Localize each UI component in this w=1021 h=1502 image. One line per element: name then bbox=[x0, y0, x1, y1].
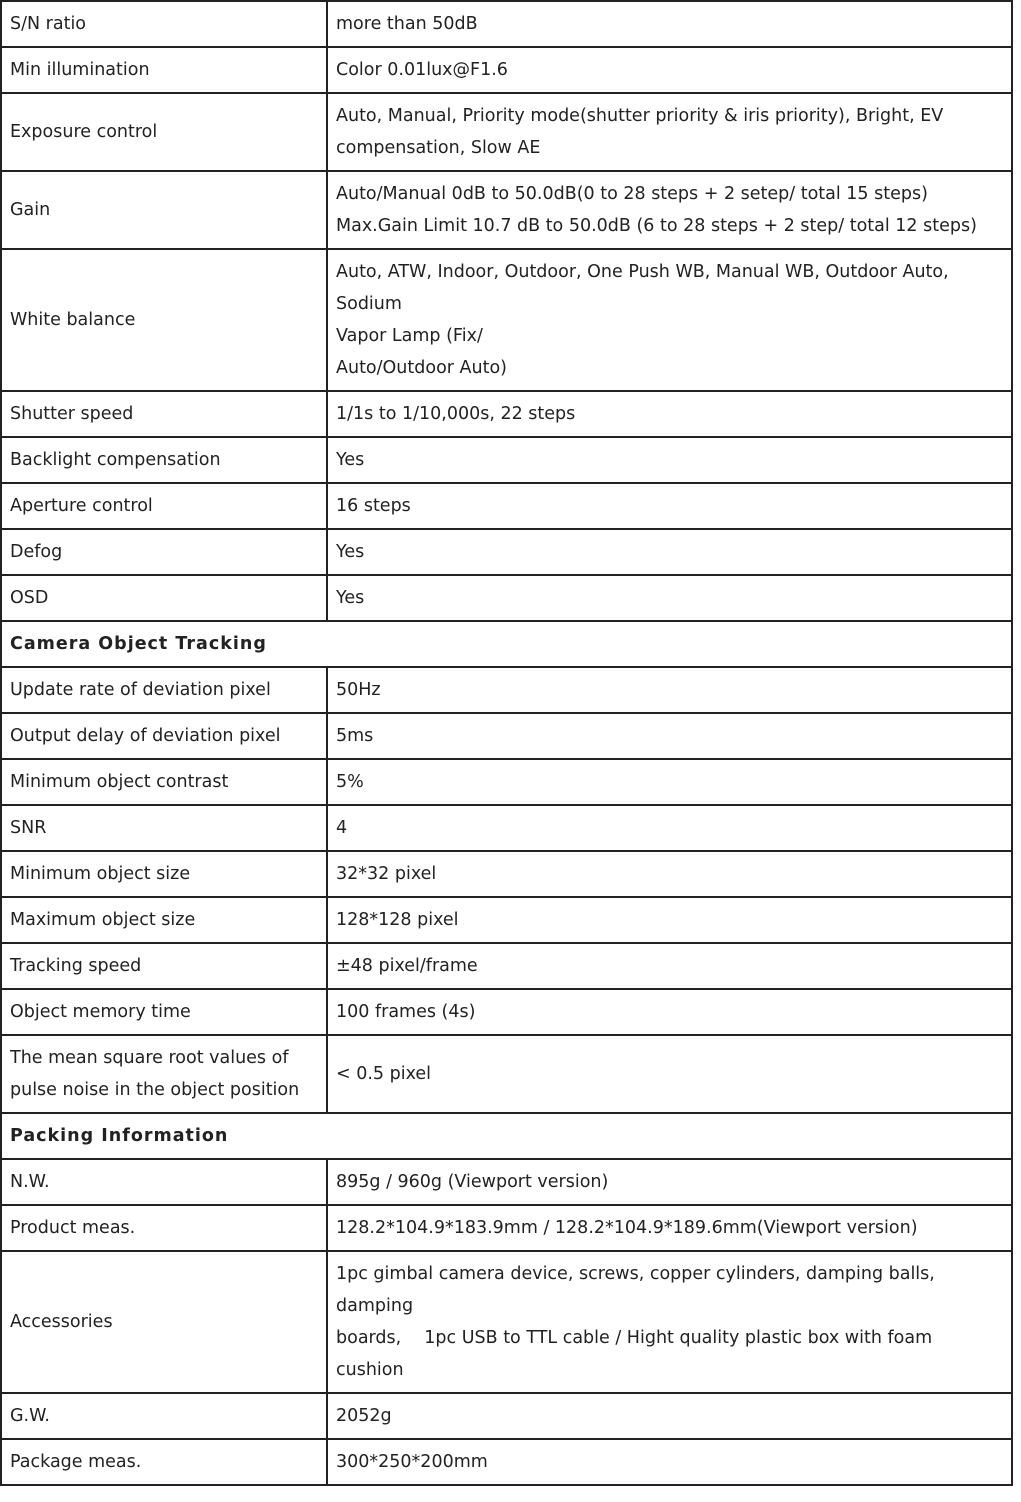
spec-value bbox=[327, 249, 1012, 391]
section-header-row bbox=[1, 621, 1012, 667]
spec-value bbox=[327, 391, 1012, 437]
section-title: Packing Information bbox=[1, 1113, 1012, 1159]
spec-label: Minimum object contrast bbox=[1, 759, 327, 805]
spec-value-line: 1/1s to 1/10,000s, 22 steps bbox=[336, 404, 576, 424]
table-row bbox=[1, 1393, 1012, 1439]
spec-label: Exposure control bbox=[1, 93, 327, 171]
spec-value-line: 895g / 960g (Viewport version) bbox=[336, 1172, 609, 1192]
table-row bbox=[1, 575, 1012, 621]
section-title: Camera Object Tracking bbox=[1, 621, 1012, 667]
spec-label: Output delay of deviation pixel bbox=[1, 713, 327, 759]
spec-value-line: 4 bbox=[336, 818, 348, 838]
spec-value-line: Auto, ATW, Indoor, Outdoor, One Push WB, Manual WB, Outdoor Auto, Sodium bbox=[336, 262, 949, 314]
spec-label: Shutter speed bbox=[1, 391, 327, 437]
spec-value bbox=[327, 989, 1012, 1035]
spec-value bbox=[327, 713, 1012, 759]
spec-value bbox=[327, 437, 1012, 483]
table-row bbox=[1, 759, 1012, 805]
spec-value-line: Max.Gain Limit 10.7 dB to 50.0dB (6 to 28 steps + 2 step/ total 12 steps) bbox=[336, 216, 977, 236]
spec-value bbox=[327, 1035, 1012, 1113]
spec-value bbox=[327, 1439, 1012, 1485]
spec-value bbox=[327, 1393, 1012, 1439]
spec-value-line: Yes bbox=[336, 588, 365, 608]
table-row bbox=[1, 93, 1012, 171]
spec-label: Minimum object size bbox=[1, 851, 327, 897]
spec-value-line: 1pc gimbal camera device, screws, copper cylinders, damping balls, damping bbox=[336, 1264, 935, 1316]
table-row bbox=[1, 1251, 1012, 1393]
spec-value-line: boards, 1pc USB to TTL cable / Hight quality plastic box with foam cushion bbox=[336, 1328, 933, 1380]
spec-value bbox=[327, 759, 1012, 805]
table-row bbox=[1, 805, 1012, 851]
spec-label: Defog bbox=[1, 529, 327, 575]
spec-value bbox=[327, 1205, 1012, 1251]
spec-label: White balance bbox=[1, 249, 327, 391]
spec-value-line: Yes bbox=[336, 450, 365, 470]
table-row bbox=[1, 249, 1012, 391]
spec-label: N.W. bbox=[1, 1159, 327, 1205]
table-row bbox=[1, 391, 1012, 437]
spec-value-line: Auto/Outdoor Auto) bbox=[336, 358, 507, 378]
spec-label: Maximum object size bbox=[1, 897, 327, 943]
spec-value-line: 16 steps bbox=[336, 496, 411, 516]
table-row bbox=[1, 667, 1012, 713]
table-row bbox=[1, 851, 1012, 897]
spec-label: Package meas. bbox=[1, 1439, 327, 1485]
spec-value-line: 100 frames (4s) bbox=[336, 1002, 476, 1022]
table-row bbox=[1, 713, 1012, 759]
spec-value-line: more than 50dB bbox=[336, 14, 478, 34]
spec-value-line: 50Hz bbox=[336, 680, 381, 700]
spec-value bbox=[327, 897, 1012, 943]
table-row bbox=[1, 1, 1012, 47]
spec-label: Backlight compensation bbox=[1, 437, 327, 483]
spec-value-line: 128*128 pixel bbox=[336, 910, 459, 930]
spec-value bbox=[327, 667, 1012, 713]
spec-value bbox=[327, 851, 1012, 897]
spec-value-line: 5ms bbox=[336, 726, 374, 746]
table-row bbox=[1, 1035, 1012, 1113]
spec-value bbox=[327, 805, 1012, 851]
spec-value-line: ±48 pixel/frame bbox=[336, 956, 478, 976]
spec-label: The mean square root values of pulse noise in the object position bbox=[1, 1035, 327, 1113]
spec-value bbox=[327, 93, 1012, 171]
spec-value bbox=[327, 1159, 1012, 1205]
table-row bbox=[1, 943, 1012, 989]
table-row bbox=[1, 1159, 1012, 1205]
spec-value bbox=[327, 47, 1012, 93]
spec-value bbox=[327, 575, 1012, 621]
table-row bbox=[1, 171, 1012, 249]
spec-label: G.W. bbox=[1, 1393, 327, 1439]
spec-label: Accessories bbox=[1, 1251, 327, 1393]
spec-label: SNR bbox=[1, 805, 327, 851]
spec-label: Update rate of deviation pixel bbox=[1, 667, 327, 713]
table-row bbox=[1, 529, 1012, 575]
spec-label: Tracking speed bbox=[1, 943, 327, 989]
table-row bbox=[1, 483, 1012, 529]
spec-value-line: Vapor Lamp (Fix/ bbox=[336, 326, 483, 346]
table-row bbox=[1, 1205, 1012, 1251]
spec-value-line: 5% bbox=[336, 772, 364, 792]
spec-label: Object memory time bbox=[1, 989, 327, 1035]
spec-label: Gain bbox=[1, 171, 327, 249]
spec-value-line: 32*32 pixel bbox=[336, 864, 437, 884]
spec-label: Aperture control bbox=[1, 483, 327, 529]
spec-value-line: Auto, Manual, Priority mode(shutter priority & iris priority), Bright, EV bbox=[336, 106, 944, 126]
spec-value bbox=[327, 171, 1012, 249]
table-row bbox=[1, 1439, 1012, 1485]
spec-value-line: 2052g bbox=[336, 1406, 392, 1426]
spec-value bbox=[327, 1, 1012, 47]
spec-value-line: Color 0.01lux@F1.6 bbox=[336, 60, 508, 80]
spec-value bbox=[327, 943, 1012, 989]
table-row bbox=[1, 897, 1012, 943]
table-row bbox=[1, 47, 1012, 93]
spec-label: Product meas. bbox=[1, 1205, 327, 1251]
spec-label: Min illumination bbox=[1, 47, 327, 93]
spec-label: OSD bbox=[1, 575, 327, 621]
table-row bbox=[1, 437, 1012, 483]
spec-value-line: 300*250*200mm bbox=[336, 1452, 488, 1472]
spec-value bbox=[327, 1251, 1012, 1393]
spec-value bbox=[327, 483, 1012, 529]
spec-value-line: compensation, Slow AE bbox=[336, 138, 541, 158]
table-row bbox=[1, 989, 1012, 1035]
spec-value-line: Yes bbox=[336, 542, 365, 562]
spec-value bbox=[327, 529, 1012, 575]
spec-value-line: < 0.5 pixel bbox=[336, 1064, 432, 1084]
spec-label: S/N ratio bbox=[1, 1, 327, 47]
spec-table-body bbox=[1, 1, 1012, 1485]
spec-value-line: Auto/Manual 0dB to 50.0dB(0 to 28 steps + 2 setep/ total 15 steps) bbox=[336, 184, 928, 204]
section-header-row bbox=[1, 1113, 1012, 1159]
spec-value-line: 128.2*104.9*183.9mm / 128.2*104.9*189.6mm(Viewport version) bbox=[336, 1218, 918, 1238]
